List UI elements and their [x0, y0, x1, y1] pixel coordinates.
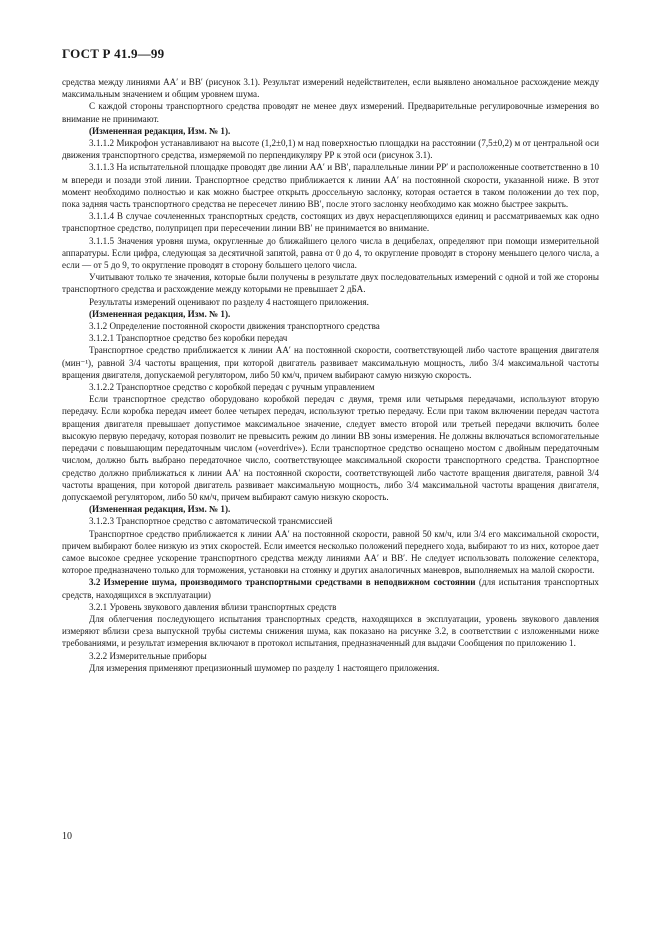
- paragraph: 3.1.1.4 В случае сочлененных транспортных средств, состоящих из двух нерасцепляющихся единиц и рассматриваемых как одно транспортное средство, полуприцеп при пересечении линии ВВ′ не принимается во внимание.: [62, 211, 599, 234]
- paragraph: Для измерения применяют прецизионный шумомер по разделу 1 настоящего приложения.: [89, 662, 440, 673]
- bold-lead: 3.2 Измерение шума, производимого транспортными средствами в неподвижном состоянии: [89, 577, 476, 588]
- paragraph: Результаты измерений оценивают по разделу 4 настоящего приложения.: [89, 296, 369, 307]
- amendment-note: (Измененная редакция, Изм. № 1).: [89, 308, 231, 319]
- amendment-note: (Измененная редакция, Изм. № 1).: [89, 125, 231, 136]
- document-body: [62, 76, 599, 674]
- paragraph: 3.1.1.2 Микрофон устанавливают на высоте (1,2±0,1) м над поверхностью площадки на расстоянии (7,5±0,2) м от центральной оси движения транспортного средства, измеряемой по перпендикуляру РР к этой оси (рисунок 3.1).: [62, 138, 599, 161]
- paragraph: С каждой стороны транспортного средства проводят не менее двух измерений. Предварительные регулировочные измерения во внимание не принимают.: [62, 101, 599, 124]
- paragraph: Для облегчения последующего испытания транспортных средств, находящихся в эксплуатации, уровень звукового давления измеряют вблизи среза выпускной трубы системы снижения шума, как показано на рисунке 3.2, в соответствии с изложенными ниже требованиями, и результат измерения включают в протокол испытания, предназначенный для выдачи Сообщения по приложению 1.: [62, 613, 599, 649]
- paragraph: Транспортное средство приближается к линии АА′ на постоянной скорости, соответствующей либо частоте вращения двигателя (мин⁻¹), равной 3/4 частоты вращения, при которой двигатель развивает максимальную мощность, либо 3/4 максимальной частоты вращения двигателя, допускаемой регулятором, либо 50 км/ч, причем выбирают самую низкую скорость.: [62, 345, 599, 380]
- paragraph: Транспортное средство приближается к линии АА′ на постоянной скорости, равной 50 км/ч, или 3/4 его максимальной скорости, причем выбирают более низкую из этих скоростей. Если имеется несколько положений переднего хода, выбирают то из них, которое дает самое высокое среднее ускорение транспортного средства между линиями АА′ и ВВ′. Не следует использовать положение селектора, которое предназначено только для торможения, установки на стоянку и других аналогичных маневров, выполняемых на малой скорости.: [62, 528, 599, 576]
- section-heading: 3.2.2 Измерительные приборы: [89, 650, 207, 661]
- paragraph: Если транспортное средство оборудовано коробкой передач с двумя, тремя или четырьмя передачами, используют вторую передачу. Если коробка передач имеет более четырех передач, используют третью передачу. Если при таком включении передач частота вращения двигателя превышает допустимое максимальное значение, следует вместо второй или третьей передачи включить более высокую первую передачу, которая позволит не превысить режим до линии ВВ зоны измерения. Не должны включаться вспомогательные передачи с повышающим передаточным числом («overdrive»). Если транспортное средство оснащено мостом с двойным передаточным числом, должно быть выбрано передаточное число, соответствующее максимальной скорости транспортного средства. Транспортное средство должно приближаться к линии АА′ на постоянной скорости, соответствующей либо частоте вращения двигателя, равной 3/4 частоты вращения, при которой двигатель развивает максимальную мощность, либо 3/4 максимальной частоты вращения двигателя, допускаемой регулятором, либо 50 км/ч, причем выбирают самую низкую скорость.: [62, 394, 599, 502]
- section-heading: 3.1.2.1 Транспортное средство без коробки передач: [89, 333, 288, 344]
- section-heading: 3.2.1 Уровень звукового давления вблизи транспортных средств: [89, 601, 337, 612]
- amendment-note: (Измененная редакция, Изм. № 1).: [89, 504, 231, 515]
- heading-tail: (для испытания транспортных средств, находящихся в эксплуатации): [62, 577, 599, 600]
- document-header: ГОСТ Р 41.9—99: [62, 46, 165, 61]
- paragraph: средства между линиями АА′ и ВВ′ (рисунок 3.1). Результат измерений недействителен, если выявлено аномальное расхождение между максимальным значением и общим уровнем шума.: [62, 77, 599, 100]
- page-number: 10: [62, 831, 72, 842]
- paragraph: 3.1.1.3 На испытательной площадке проводят две линии АА′ и ВВ′, параллельные линии РР′ и расположенные соответственно в 10 м впереди и позади этой линии. Транспортное средство приближается к линии АА′ на постоянной скорости, указанной ниже. В этот момент необходимо полностью и как можно быстрее открыть дроссельную заслонку, которая остается в таком положении до тех пор, пока задняя часть транспортного средства не пересечет линию ВВ′, после этого заслонку необходимо как можно быстрее закрыть.: [62, 162, 599, 210]
- paragraph: 3.1.1.5 Значения уровня шума, округленные до ближайшего целого числа в децибелах, определяют при помощи измерительной аппаратуры. Если цифра, следующая за десятичной запятой, равна от 0 до 4, то округление проводят в сторону меньшего целого числа, а если — от 5 до 9, то округление проводят в сторону большего целого числа.: [62, 235, 599, 271]
- section-heading: 3.1.2 Определение постоянной скорости движения транспортного средства: [89, 321, 380, 332]
- section-heading: 3.1.2.3 Транспортное средство с автоматической трансмиссией: [89, 516, 333, 527]
- section-heading-bold: [62, 576, 599, 600]
- section-heading: 3.1.2.2 Транспортное средство с коробкой передач с ручным управлением: [89, 382, 375, 393]
- paragraph: Учитывают только те значения, которые были получены в результате двух последовательных измерений с одной и той же стороны транспортного средства и расхождение между которыми не превышает 2 дБА.: [62, 272, 599, 295]
